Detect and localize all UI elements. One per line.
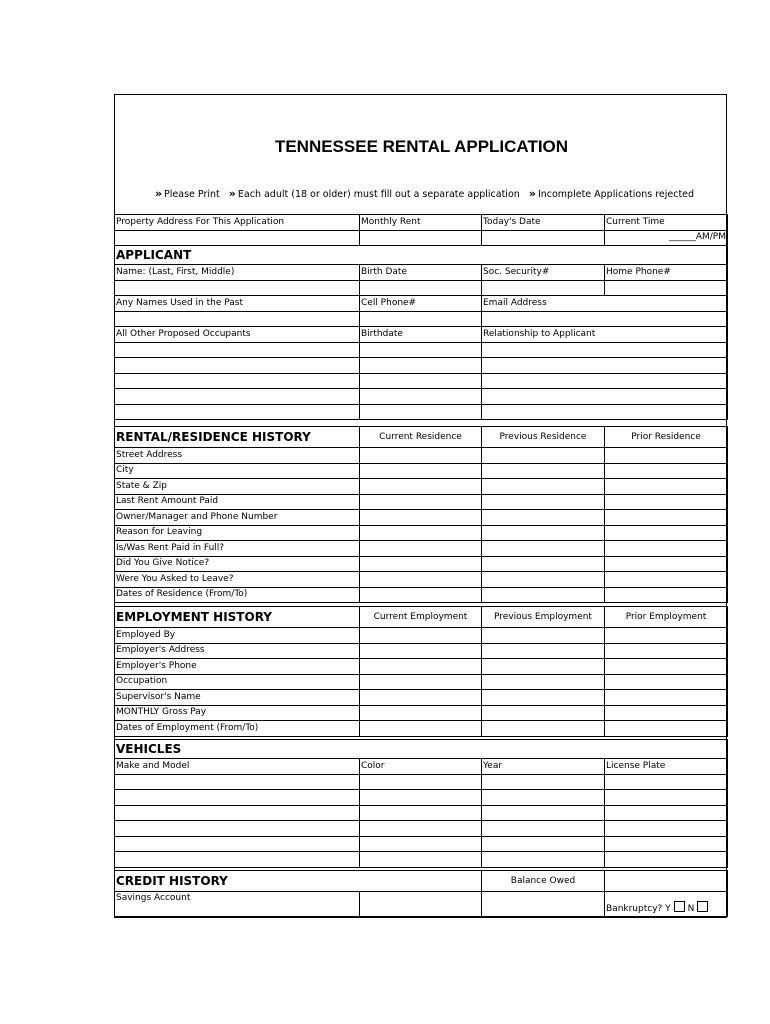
- ssn-label: Soc. Security#: [482, 265, 605, 281]
- bankruptcy-label: Bankruptcy? Y: [606, 904, 671, 914]
- table-row: [115, 628, 728, 644]
- current-residence-field[interactable]: [360, 525, 482, 541]
- relationship-label: Relationship to Applicant: [482, 327, 728, 343]
- row-label: MONTHLY Gross Pay: [115, 705, 360, 721]
- current-time-field[interactable]: ______AM/PM: [605, 230, 728, 246]
- make-model-field[interactable]: [115, 852, 360, 868]
- previous-residence-field[interactable]: [482, 463, 605, 479]
- vehicles-table: [114, 739, 728, 868]
- previous-employment-field[interactable]: [482, 721, 605, 737]
- license-plate-field[interactable]: [605, 774, 728, 790]
- row-label: Supervisor's Name: [115, 690, 360, 706]
- current-residence-field[interactable]: [360, 587, 482, 603]
- employment-history-heading: EMPLOYMENT HISTORY: [115, 607, 360, 628]
- current-employment-field[interactable]: [360, 643, 482, 659]
- row-label: Last Rent Amount Paid: [115, 494, 360, 510]
- bankruptcy-yes-checkbox[interactable]: [674, 901, 685, 912]
- occupant-name-field[interactable]: [115, 373, 360, 389]
- occupant-name-field[interactable]: [115, 342, 360, 358]
- row-label: Were You Asked to Leave?: [115, 572, 360, 588]
- current-residence-field[interactable]: [360, 556, 482, 572]
- spacer: [605, 871, 728, 892]
- previous-residence-field[interactable]: [482, 448, 605, 464]
- current-time-label: Current Time: [605, 215, 728, 231]
- make-model-field[interactable]: [115, 774, 360, 790]
- table-row: [115, 836, 728, 852]
- table-row: [115, 556, 728, 572]
- previous-employment-header: Previous Employment: [482, 607, 605, 628]
- current-residence-header: Current Residence: [360, 427, 482, 448]
- occupant-name-field[interactable]: [115, 404, 360, 420]
- monthly-rent-field[interactable]: [360, 230, 482, 246]
- occupant-birthdate-field[interactable]: [360, 373, 482, 389]
- table-row: [115, 690, 728, 706]
- row-label: Employed By: [115, 628, 360, 644]
- table-row: [115, 643, 728, 659]
- make-model-field[interactable]: [115, 805, 360, 821]
- occupants-label: All Other Proposed Occupants: [115, 327, 360, 343]
- color-field[interactable]: [360, 774, 482, 790]
- table-row: [115, 448, 728, 464]
- occupant-relationship-field[interactable]: [482, 358, 728, 374]
- occupant-relationship-field[interactable]: [482, 389, 728, 405]
- prior-residence-field[interactable]: [605, 494, 728, 510]
- table-row: [115, 525, 728, 541]
- instruction-separate: Each adult (18 or older) must fill out a separate application: [237, 189, 520, 200]
- vehicles-heading: VEHICLES: [115, 740, 360, 759]
- table-row: [115, 774, 728, 790]
- property-address-field[interactable]: [115, 230, 360, 246]
- cell-phone-label: Cell Phone#: [360, 296, 482, 312]
- make-model-field[interactable]: [115, 821, 360, 837]
- cell-phone-field[interactable]: [360, 311, 482, 327]
- table-row: [115, 790, 728, 806]
- table-row: [115, 494, 728, 510]
- birth-date-label: Birth Date: [360, 265, 482, 281]
- license-plate-field[interactable]: [605, 836, 728, 852]
- row-label: Street Address: [115, 448, 360, 464]
- bankruptcy-cell: [605, 892, 728, 917]
- make-model-label: Make and Model: [115, 759, 360, 775]
- row-label: Did You Give Notice?: [115, 556, 360, 572]
- current-employment-field[interactable]: [360, 674, 482, 690]
- license-plate-field[interactable]: [605, 852, 728, 868]
- previous-employment-field[interactable]: [482, 628, 605, 644]
- property-address-label: Property Address For This Application: [115, 215, 360, 231]
- row-label: Dates of Residence (From/To): [115, 587, 360, 603]
- previous-employment-field[interactable]: [482, 705, 605, 721]
- ssn-field[interactable]: [482, 280, 605, 296]
- previous-employment-field[interactable]: [482, 659, 605, 675]
- make-model-field[interactable]: [115, 790, 360, 806]
- prior-residence-field[interactable]: [605, 463, 728, 479]
- current-employment-field[interactable]: [360, 659, 482, 675]
- current-residence-field[interactable]: [360, 463, 482, 479]
- make-model-field[interactable]: [115, 836, 360, 852]
- prior-residence-field[interactable]: [605, 510, 728, 526]
- table-row: [115, 721, 728, 737]
- instruction-rejected: Incomplete Applications rejected: [537, 189, 695, 200]
- occupant-relationship-field[interactable]: [482, 404, 728, 420]
- instruction-print: Please Print: [164, 189, 220, 200]
- todays-date-field[interactable]: [482, 230, 605, 246]
- prior-residence-field[interactable]: [605, 479, 728, 495]
- occupant-birthdate-field[interactable]: [360, 358, 482, 374]
- color-field[interactable]: [360, 790, 482, 806]
- current-employment-field[interactable]: [360, 628, 482, 644]
- current-residence-field[interactable]: [360, 479, 482, 495]
- arrow-icon: »: [154, 187, 163, 200]
- rental-history-heading: RENTAL/RESIDENCE HISTORY: [115, 427, 360, 448]
- table-row: [115, 541, 728, 557]
- year-field[interactable]: [482, 805, 605, 821]
- row-label: Employer's Phone: [115, 659, 360, 675]
- email-label: Email Address: [482, 296, 728, 312]
- todays-date-label: Today's Date: [482, 215, 605, 231]
- previous-residence-field[interactable]: [482, 479, 605, 495]
- previous-residence-field[interactable]: [482, 556, 605, 572]
- previous-residence-field[interactable]: [482, 587, 605, 603]
- instructions-line: [115, 187, 728, 200]
- previous-residence-header: Previous Residence: [482, 427, 605, 448]
- arrow-icon: »: [528, 187, 536, 200]
- prior-employment-field[interactable]: [605, 659, 728, 675]
- bankruptcy-no-label: N: [687, 904, 695, 914]
- savings-account-label: Savings Account: [115, 892, 360, 917]
- row-label: City: [115, 463, 360, 479]
- current-employment-field[interactable]: [360, 721, 482, 737]
- table-row: [115, 805, 728, 821]
- row-label: Reason for Leaving: [115, 525, 360, 541]
- license-plate-field[interactable]: [605, 821, 728, 837]
- monthly-rent-label: Monthly Rent: [360, 215, 482, 231]
- spacer: [482, 740, 605, 759]
- current-residence-field[interactable]: [360, 510, 482, 526]
- current-residence-field[interactable]: [360, 572, 482, 588]
- employment-history-table: [114, 606, 728, 737]
- table-row: [115, 674, 728, 690]
- table-row: [115, 510, 728, 526]
- table-row: [115, 463, 728, 479]
- row-label: Is/Was Rent Paid in Full?: [115, 541, 360, 557]
- year-label: Year: [482, 759, 605, 775]
- current-residence-field[interactable]: [360, 494, 482, 510]
- applicant-table: [114, 214, 728, 420]
- row-label: Employer's Address: [115, 643, 360, 659]
- license-plate-field[interactable]: [605, 790, 728, 806]
- name-field[interactable]: [115, 280, 360, 296]
- spacer: [360, 246, 482, 265]
- past-names-label: Any Names Used in the Past: [115, 296, 360, 312]
- row-label: Dates of Employment (From/To): [115, 721, 360, 737]
- table-row: [115, 852, 728, 868]
- current-residence-field[interactable]: [360, 541, 482, 557]
- spacer: [605, 740, 728, 759]
- prior-employment-header: Prior Employment: [605, 607, 728, 628]
- row-label: Occupation: [115, 674, 360, 690]
- occupant-name-field[interactable]: [115, 358, 360, 374]
- table-row: [115, 705, 728, 721]
- past-names-field[interactable]: [115, 311, 360, 327]
- spacer: [605, 246, 728, 265]
- color-field[interactable]: [360, 805, 482, 821]
- occupant-birthdate-label: Birthdate: [360, 327, 482, 343]
- prior-employment-field[interactable]: [605, 674, 728, 690]
- previous-employment-field[interactable]: [482, 674, 605, 690]
- previous-employment-field[interactable]: [482, 643, 605, 659]
- previous-residence-field[interactable]: [482, 541, 605, 557]
- color-field[interactable]: [360, 821, 482, 837]
- rental-history-table: [114, 426, 728, 603]
- birth-date-field[interactable]: [360, 280, 482, 296]
- prior-employment-field[interactable]: [605, 690, 728, 706]
- spacer: [360, 740, 482, 759]
- occupant-name-field[interactable]: [115, 389, 360, 405]
- table-row: [115, 572, 728, 588]
- year-field[interactable]: [482, 821, 605, 837]
- current-employment-header: Current Employment: [360, 607, 482, 628]
- previous-residence-field[interactable]: [482, 510, 605, 526]
- prior-employment-field[interactable]: [605, 721, 728, 737]
- credit-history-heading: CREDIT HISTORY: [115, 871, 360, 892]
- color-field[interactable]: [360, 852, 482, 868]
- year-field[interactable]: [482, 852, 605, 868]
- previous-residence-field[interactable]: [482, 494, 605, 510]
- home-phone-label: Home Phone#: [605, 265, 728, 281]
- prior-employment-field[interactable]: [605, 628, 728, 644]
- previous-employment-field[interactable]: [482, 690, 605, 706]
- prior-residence-header: Prior Residence: [605, 427, 728, 448]
- occupant-birthdate-field[interactable]: [360, 404, 482, 420]
- prior-residence-field[interactable]: [605, 525, 728, 541]
- current-employment-field[interactable]: [360, 705, 482, 721]
- prior-residence-field[interactable]: [605, 587, 728, 603]
- spacer: [360, 871, 482, 892]
- color-field[interactable]: [360, 836, 482, 852]
- occupant-relationship-field[interactable]: [482, 373, 728, 389]
- license-plate-field[interactable]: [605, 805, 728, 821]
- previous-residence-field[interactable]: [482, 572, 605, 588]
- year-field[interactable]: [482, 836, 605, 852]
- rental-application-form: [114, 94, 727, 918]
- prior-residence-field[interactable]: [605, 572, 728, 588]
- bankruptcy-no-checkbox[interactable]: [697, 901, 708, 912]
- applicant-heading: APPLICANT: [115, 246, 360, 265]
- year-field[interactable]: [482, 774, 605, 790]
- arrow-icon: »: [228, 187, 236, 200]
- table-row: [115, 659, 728, 675]
- license-plate-label: License Plate: [605, 759, 728, 775]
- table-row: [115, 479, 728, 495]
- color-label: Color: [360, 759, 482, 775]
- current-employment-field[interactable]: [360, 690, 482, 706]
- prior-residence-field[interactable]: [605, 541, 728, 557]
- balance-owed-header: Balance Owed: [482, 871, 605, 892]
- previous-residence-field[interactable]: [482, 525, 605, 541]
- occupant-relationship-field[interactable]: [482, 342, 728, 358]
- table-row: [115, 821, 728, 837]
- occupant-birthdate-field[interactable]: [360, 342, 482, 358]
- row-label: State & Zip: [115, 479, 360, 495]
- home-phone-field[interactable]: [605, 280, 728, 296]
- prior-residence-field[interactable]: [605, 556, 728, 572]
- balance-owed-field[interactable]: [482, 892, 605, 917]
- row-label: Owner/Manager and Phone Number: [115, 510, 360, 526]
- prior-employment-field[interactable]: [605, 705, 728, 721]
- credit-history-table: [114, 870, 728, 917]
- prior-residence-field[interactable]: [605, 448, 728, 464]
- occupant-birthdate-field[interactable]: [360, 389, 482, 405]
- year-field[interactable]: [482, 790, 605, 806]
- email-field[interactable]: [482, 311, 728, 327]
- name-label: Name: (Last, First, Middle): [115, 265, 360, 281]
- current-residence-field[interactable]: [360, 448, 482, 464]
- prior-employment-field[interactable]: [605, 643, 728, 659]
- table-row: [115, 587, 728, 603]
- savings-account-field[interactable]: [360, 892, 482, 917]
- spacer: [482, 246, 605, 265]
- form-title: TENNESSEE RENTAL APPLICATION: [274, 137, 569, 156]
